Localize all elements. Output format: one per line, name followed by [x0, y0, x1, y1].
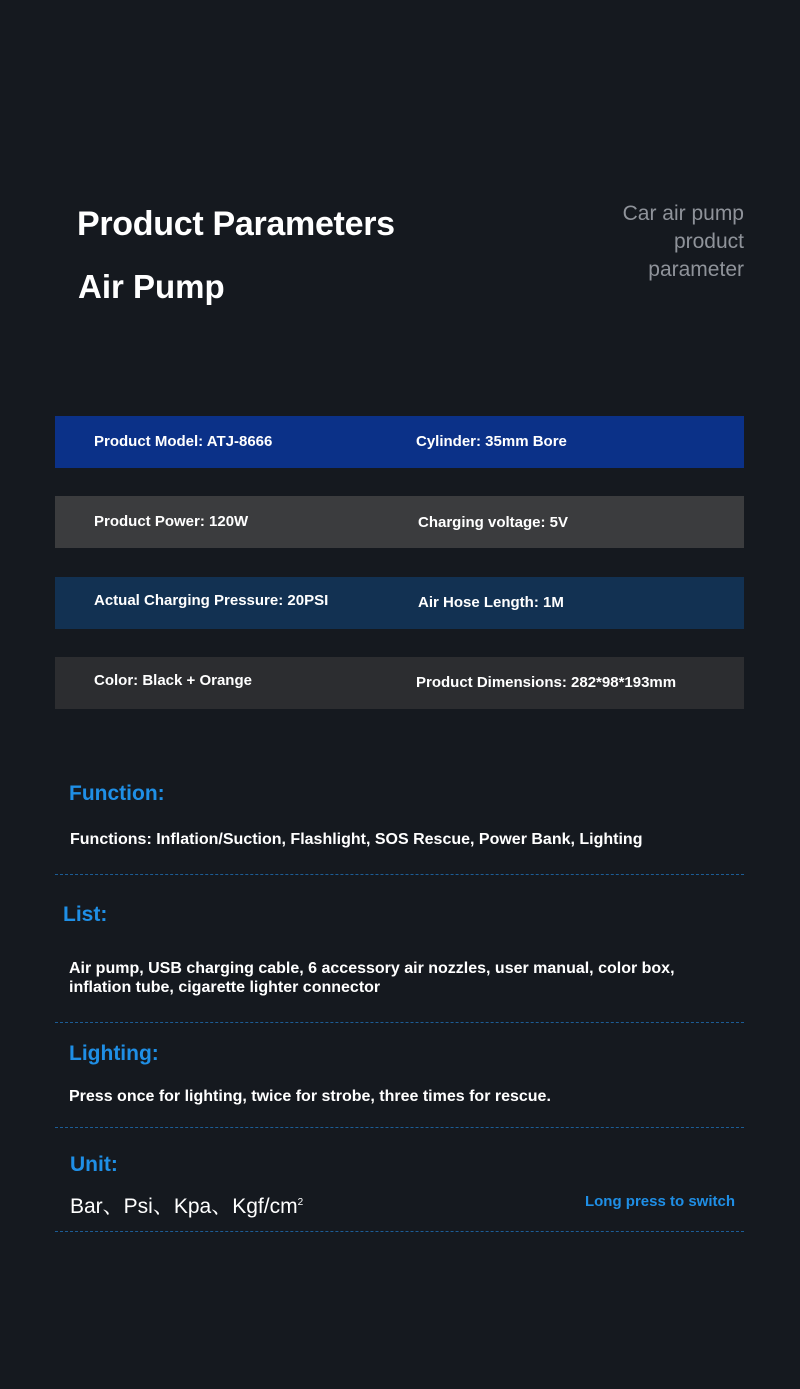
section-divider — [55, 874, 744, 875]
param-charging-pressure: Actual Charging Pressure: 20PSI — [94, 592, 329, 609]
function-heading: Function: — [69, 782, 165, 805]
function-text: Functions: Inflation/Suction, Flashlight, SOS Rescue, Power Bank, Lighting — [70, 831, 643, 848]
param-product-power: Product Power: 120W — [94, 513, 249, 530]
param-cylinder: Cylinder: 35mm Bore — [416, 433, 567, 450]
param-charging-voltage: Charging voltage: 5V — [418, 514, 569, 531]
unit-values-text: Bar、Psi、Kpa、Kgf/cm — [70, 1195, 298, 1218]
list-text: Air pump, USB charging cable, 6 accessory air nozzles, user manual, color box, inflation tube, cigarette lighter connector — [69, 960, 675, 996]
section-divider — [55, 1127, 744, 1128]
switch-note: Long press to switch — [584, 1193, 735, 1210]
param-row-pressure-hose — [55, 577, 744, 629]
unit-heading: Unit: — [70, 1153, 118, 1176]
lighting-heading: Lighting: — [69, 1042, 159, 1065]
section-divider — [55, 1022, 744, 1023]
param-dimensions: Product Dimensions: 282*98*193mm — [416, 674, 677, 691]
page-title: Product Parameters — [77, 205, 395, 243]
list-heading: List: — [63, 903, 108, 926]
param-row-model-cylinder — [55, 416, 744, 468]
side-caption-line: Car air pump — [622, 202, 744, 225]
param-color: Color: Black + Orange — [94, 672, 252, 689]
unit-values — [70, 1190, 303, 1220]
page-subtitle: Air Pump — [78, 268, 225, 305]
param-row-color-dimensions — [55, 657, 744, 709]
param-air-hose-length: Air Hose Length: 1M — [418, 594, 564, 611]
section-divider — [55, 1231, 744, 1232]
side-caption-line: product — [673, 230, 744, 253]
param-row-power-voltage — [55, 496, 744, 548]
param-product-model: Product Model: ATJ-8666 — [94, 433, 273, 450]
side-caption — [544, 200, 744, 284]
side-caption-line: parameter — [648, 258, 744, 281]
lighting-text: Press once for lighting, twice for strobe, three times for rescue. — [69, 1088, 551, 1105]
unit-superscript: 2 — [297, 1197, 304, 1208]
